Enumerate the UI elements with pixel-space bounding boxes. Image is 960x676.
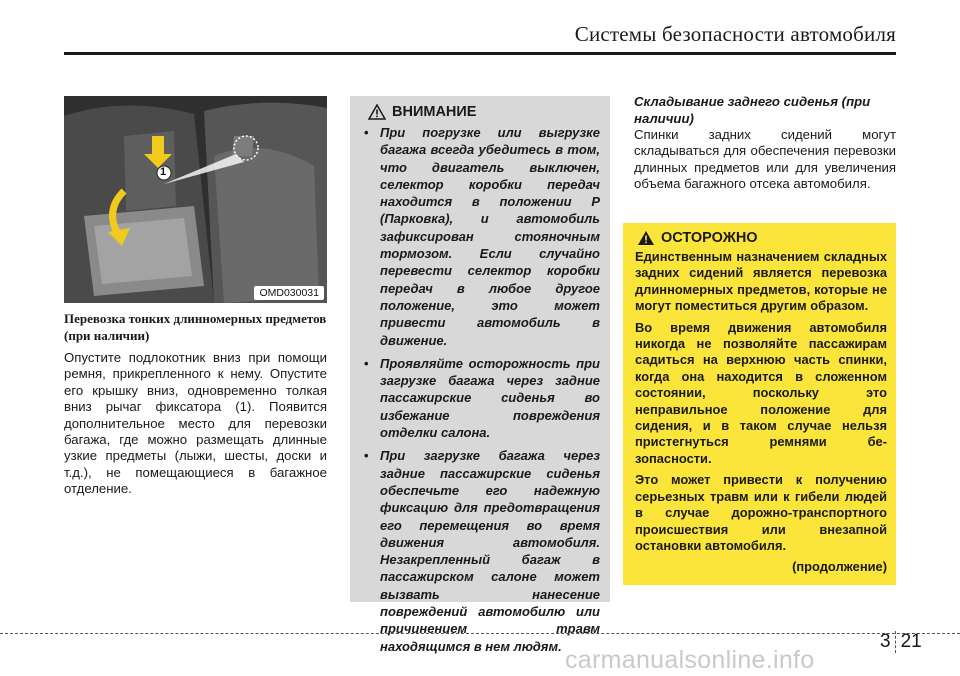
caution-paragraph: Во время движения автомобиля никогда не позволяйте пассажирам садиться на верхнюю часть спинки, когда она находится в сложенном состоянии, поскольку это неправильное положение для сидения, и в таком случае нельзя пристегнуться ремнями бе-зопасности.: [635, 319, 887, 466]
caution-paragraph: Это может привести к получению серьезных травм или к гибели людей в случае дорожно-транспортного происшествия или внезапной остановки автомобиля.: [635, 472, 887, 553]
list-item: [362, 355, 600, 441]
armrest-illustration: [64, 96, 327, 303]
caution-triangle-icon: [637, 230, 655, 246]
bullet: •: [364, 355, 369, 371]
page-number: [880, 629, 930, 655]
warning-item-text: При погрузке или выгрузке багажа всегда убедитесь в том, что двигатель выключен, селектор коробки передач находится в положении P (Парковка), и автомобиль зафиксирован стояночным тормозом. Если случайно перевести селектор коробки передач в любое другое положение, это может привести автомобиль в движение.: [380, 125, 600, 348]
rear-seat-armrest-photo: [64, 96, 327, 303]
warning-item-text: Проявляйте осторожность при загрузке багажа через задние пассажирские сиденья во избежание повреждения отделки салона.: [380, 355, 600, 441]
list-item: [362, 124, 600, 349]
page-number-value: 21: [900, 631, 922, 652]
warning-title: ВНИМАНИЕ: [392, 104, 477, 120]
callout-number: 1: [160, 166, 167, 178]
caution-box: [623, 223, 896, 585]
warning-item-text: При загрузке багажа через задние пассажирские сиденья обеспечьте его надежную фиксацию для предотвращения его перемещения во время движения автомобиля. Незакрепленный багаж в пассажирском салоне может вызвать нанесение повреждений автомобилю или причинением травм находящимся в нем людям.: [380, 448, 600, 654]
list-item: [362, 447, 600, 655]
left-column: [64, 310, 327, 498]
watermark: carmanualsonline.info: [565, 646, 815, 674]
continued-label: (продолжение): [792, 559, 887, 575]
figure-code: OMD030031: [254, 286, 324, 300]
rear-seat-folding-heading: Складывание заднего сиденья (при наличии): [634, 94, 871, 126]
section-subheading: Перевозка тонких длинномерных предметов (при наличии): [64, 311, 327, 343]
warning-list: [362, 124, 600, 655]
caution-header: [637, 230, 887, 246]
page-header-title: Системы безопасности автомобиля: [574, 22, 896, 46]
page-number-separator: [895, 631, 897, 653]
warning-triangle-icon: [368, 104, 386, 120]
footer-rule: [0, 633, 960, 634]
caution-paragraph: Единственным назначением складных задних сидений является перевозка длинномерных предметов, которые не могут поместиться другим образом.: [635, 249, 887, 314]
right-column: [634, 127, 896, 193]
bullet: •: [364, 448, 369, 464]
section-paragraph: Опустите подлокотник вниз при помощи ремня, прикрепленного к нему. Опустите его крышку вниз, одновременно толкая вниз рычаг фиксатора (1). Появится дополнительное место для перевозки багажа, где можно размещать длинные узкие предметы (лыжи, шесты, доски и т.д.), не помещающиеся в багажное отделение.: [64, 350, 327, 497]
header-rule: [64, 52, 896, 55]
caution-title: ОСТОРОЖНО: [661, 230, 758, 246]
rear-seat-folding-paragraph: Спинки задних сидений могут складываться для обеспечения перевозки длинных предметов или для увеличения объема багажного отсека автомобиля.: [634, 127, 896, 192]
chapter-number: 3: [880, 631, 891, 652]
bullet: •: [364, 125, 369, 140]
warning-header: [368, 104, 600, 120]
warning-box: [350, 96, 610, 654]
